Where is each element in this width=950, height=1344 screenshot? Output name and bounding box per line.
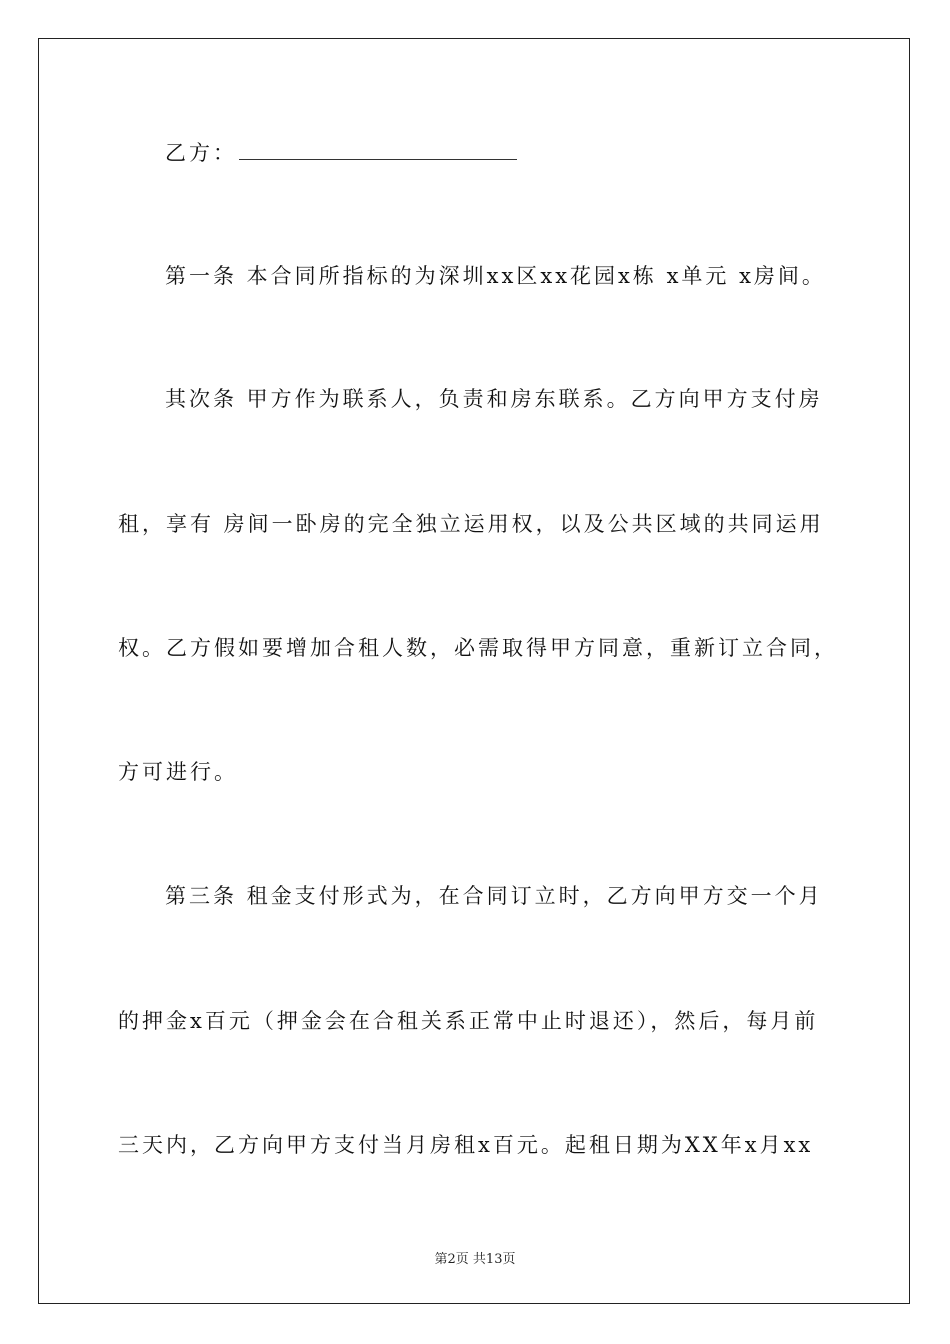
party-b-label: 乙方： — [165, 141, 237, 165]
clause-2-line-1: 其次条 甲方作为联系人，负责和房东联系。乙方向甲方支付房 — [165, 387, 823, 411]
party-b-blank — [239, 139, 517, 160]
page-border — [38, 38, 910, 1304]
clause-2-line-4: 方可进行。 — [118, 760, 238, 784]
clause-3-line-1: 第三条 租金支付形式为，在合同订立时，乙方向甲方交一个月 — [165, 884, 823, 908]
clause-1-line-1: 第一条 本合同所指标的为深圳xx区xx花园x栋 x单元 x房间。 — [165, 264, 826, 288]
clause-2-line-3: 权。乙方假如要增加合租人数，必需取得甲方同意，重新订立合同， — [118, 636, 838, 660]
clause-2-line-2: 租，享有 房间一卧房的完全独立运用权，以及公共区域的共同运用 — [118, 512, 824, 536]
clause-3-line-3: 三天内，乙方向甲方支付当月房租x百元。起租日期为XX年x月xx — [118, 1133, 814, 1157]
clause-3-line-2: 的押金x百元（押金会在合租关系正常中止时退还），然后，每月前 — [118, 1009, 819, 1033]
party-b-line — [165, 138, 517, 168]
page-number-footer: 第2页 共13页 — [434, 1252, 516, 1267]
